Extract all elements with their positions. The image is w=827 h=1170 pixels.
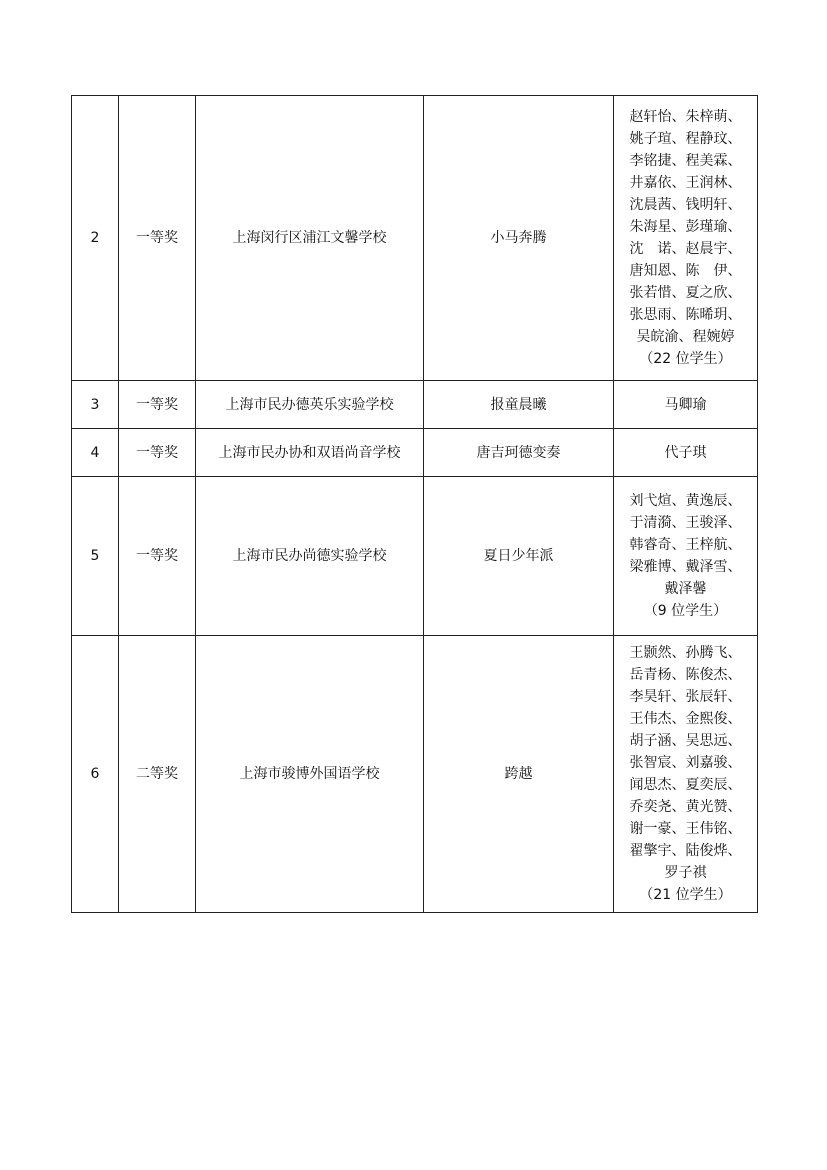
student-names-line: 罗子祺	[664, 865, 707, 881]
student-count: （21 位学生）	[639, 887, 732, 903]
school-name: 上海市民办德英乐实验学校	[196, 381, 424, 429]
row-number: 2	[72, 96, 119, 381]
student-names-line: 唐知恩、陈 伊、	[629, 263, 742, 279]
student-names-line: 韩睿奇、王梓航、	[629, 537, 742, 553]
student-names	[614, 642, 757, 906]
student-names-line: 李昊轩、张辰轩、	[629, 689, 742, 705]
award-level: 一等奖	[119, 477, 196, 636]
student-count: （9 位学生）	[643, 603, 728, 619]
award-level: 二等奖	[119, 636, 196, 913]
student-names: 代子琪	[614, 429, 758, 477]
student-names	[614, 106, 757, 370]
student-names-line: 张智宸、刘嘉骏、	[629, 755, 742, 771]
school-name: 上海闵行区浦江文馨学校	[196, 96, 424, 381]
school-name: 上海市骏博外国语学校	[196, 636, 424, 913]
student-names-line: 乔奕尧、黄光赞、	[629, 799, 742, 815]
program-title: 小马奔腾	[424, 96, 614, 381]
student-names-cell	[614, 96, 758, 381]
school-name: 上海市民办协和双语尚音学校	[196, 429, 424, 477]
table-row	[72, 636, 758, 913]
table-row	[72, 429, 758, 477]
student-names-line: 谢一豪、王伟铭、	[629, 821, 742, 837]
award-level: 一等奖	[119, 96, 196, 381]
student-names-line: 岳青杨、陈俊杰、	[629, 667, 742, 683]
student-names-line: 张若惜、夏之欣、	[629, 285, 742, 301]
student-names	[614, 490, 757, 622]
student-names-line: 翟擎宇、陆俊烨、	[629, 843, 742, 859]
student-count: （22 位学生）	[639, 351, 732, 367]
student-names-line: 闻思杰、夏奕辰、	[629, 777, 742, 793]
student-names-line: 梁雅博、戴泽雪、	[629, 559, 742, 575]
program-title: 唐吉珂德变奏	[424, 429, 614, 477]
row-number: 3	[72, 381, 119, 429]
table-row	[72, 477, 758, 636]
student-names-line: 井嘉依、王润林、	[629, 175, 742, 191]
student-names-line: 王颢然、孙腾飞、	[629, 645, 742, 661]
student-names-line: 张思雨、陈晞玥、	[629, 307, 742, 323]
student-names-line: 刘弋煊、黄逸辰、	[629, 493, 742, 509]
award-level: 一等奖	[119, 381, 196, 429]
student-names-line: 于清漪、王骏泽、	[629, 515, 742, 531]
student-names-cell	[614, 636, 758, 913]
student-names-line: 戴泽馨	[664, 581, 707, 597]
student-names-line: 胡子涵、吴思远、	[629, 733, 742, 749]
student-names-line: 朱海星、彭瑾瑜、	[629, 219, 742, 235]
row-number: 4	[72, 429, 119, 477]
program-title: 报童晨曦	[424, 381, 614, 429]
school-name: 上海市民办尚德实验学校	[196, 477, 424, 636]
awards-table	[71, 95, 758, 913]
program-title: 跨越	[424, 636, 614, 913]
row-number: 5	[72, 477, 119, 636]
award-level: 一等奖	[119, 429, 196, 477]
program-title: 夏日少年派	[424, 477, 614, 636]
student-names-line: 沈 诺、赵晨宇、	[629, 241, 742, 257]
table-row	[72, 381, 758, 429]
student-names-line: 吴皖渝、程婉婷	[636, 329, 735, 345]
student-names-line: 沈晨茜、钱明轩、	[629, 197, 742, 213]
student-names-line: 赵轩怡、朱梓萌、	[629, 109, 742, 125]
student-names-line: 姚子瑄、程静玟、	[629, 131, 742, 147]
table-row	[72, 96, 758, 381]
student-names-cell	[614, 477, 758, 636]
student-names-line: 李铭捷、程美霖、	[629, 153, 742, 169]
student-names: 马卿瑜	[614, 381, 758, 429]
row-number: 6	[72, 636, 119, 913]
student-names-line: 王伟杰、金熙俊、	[629, 711, 742, 727]
